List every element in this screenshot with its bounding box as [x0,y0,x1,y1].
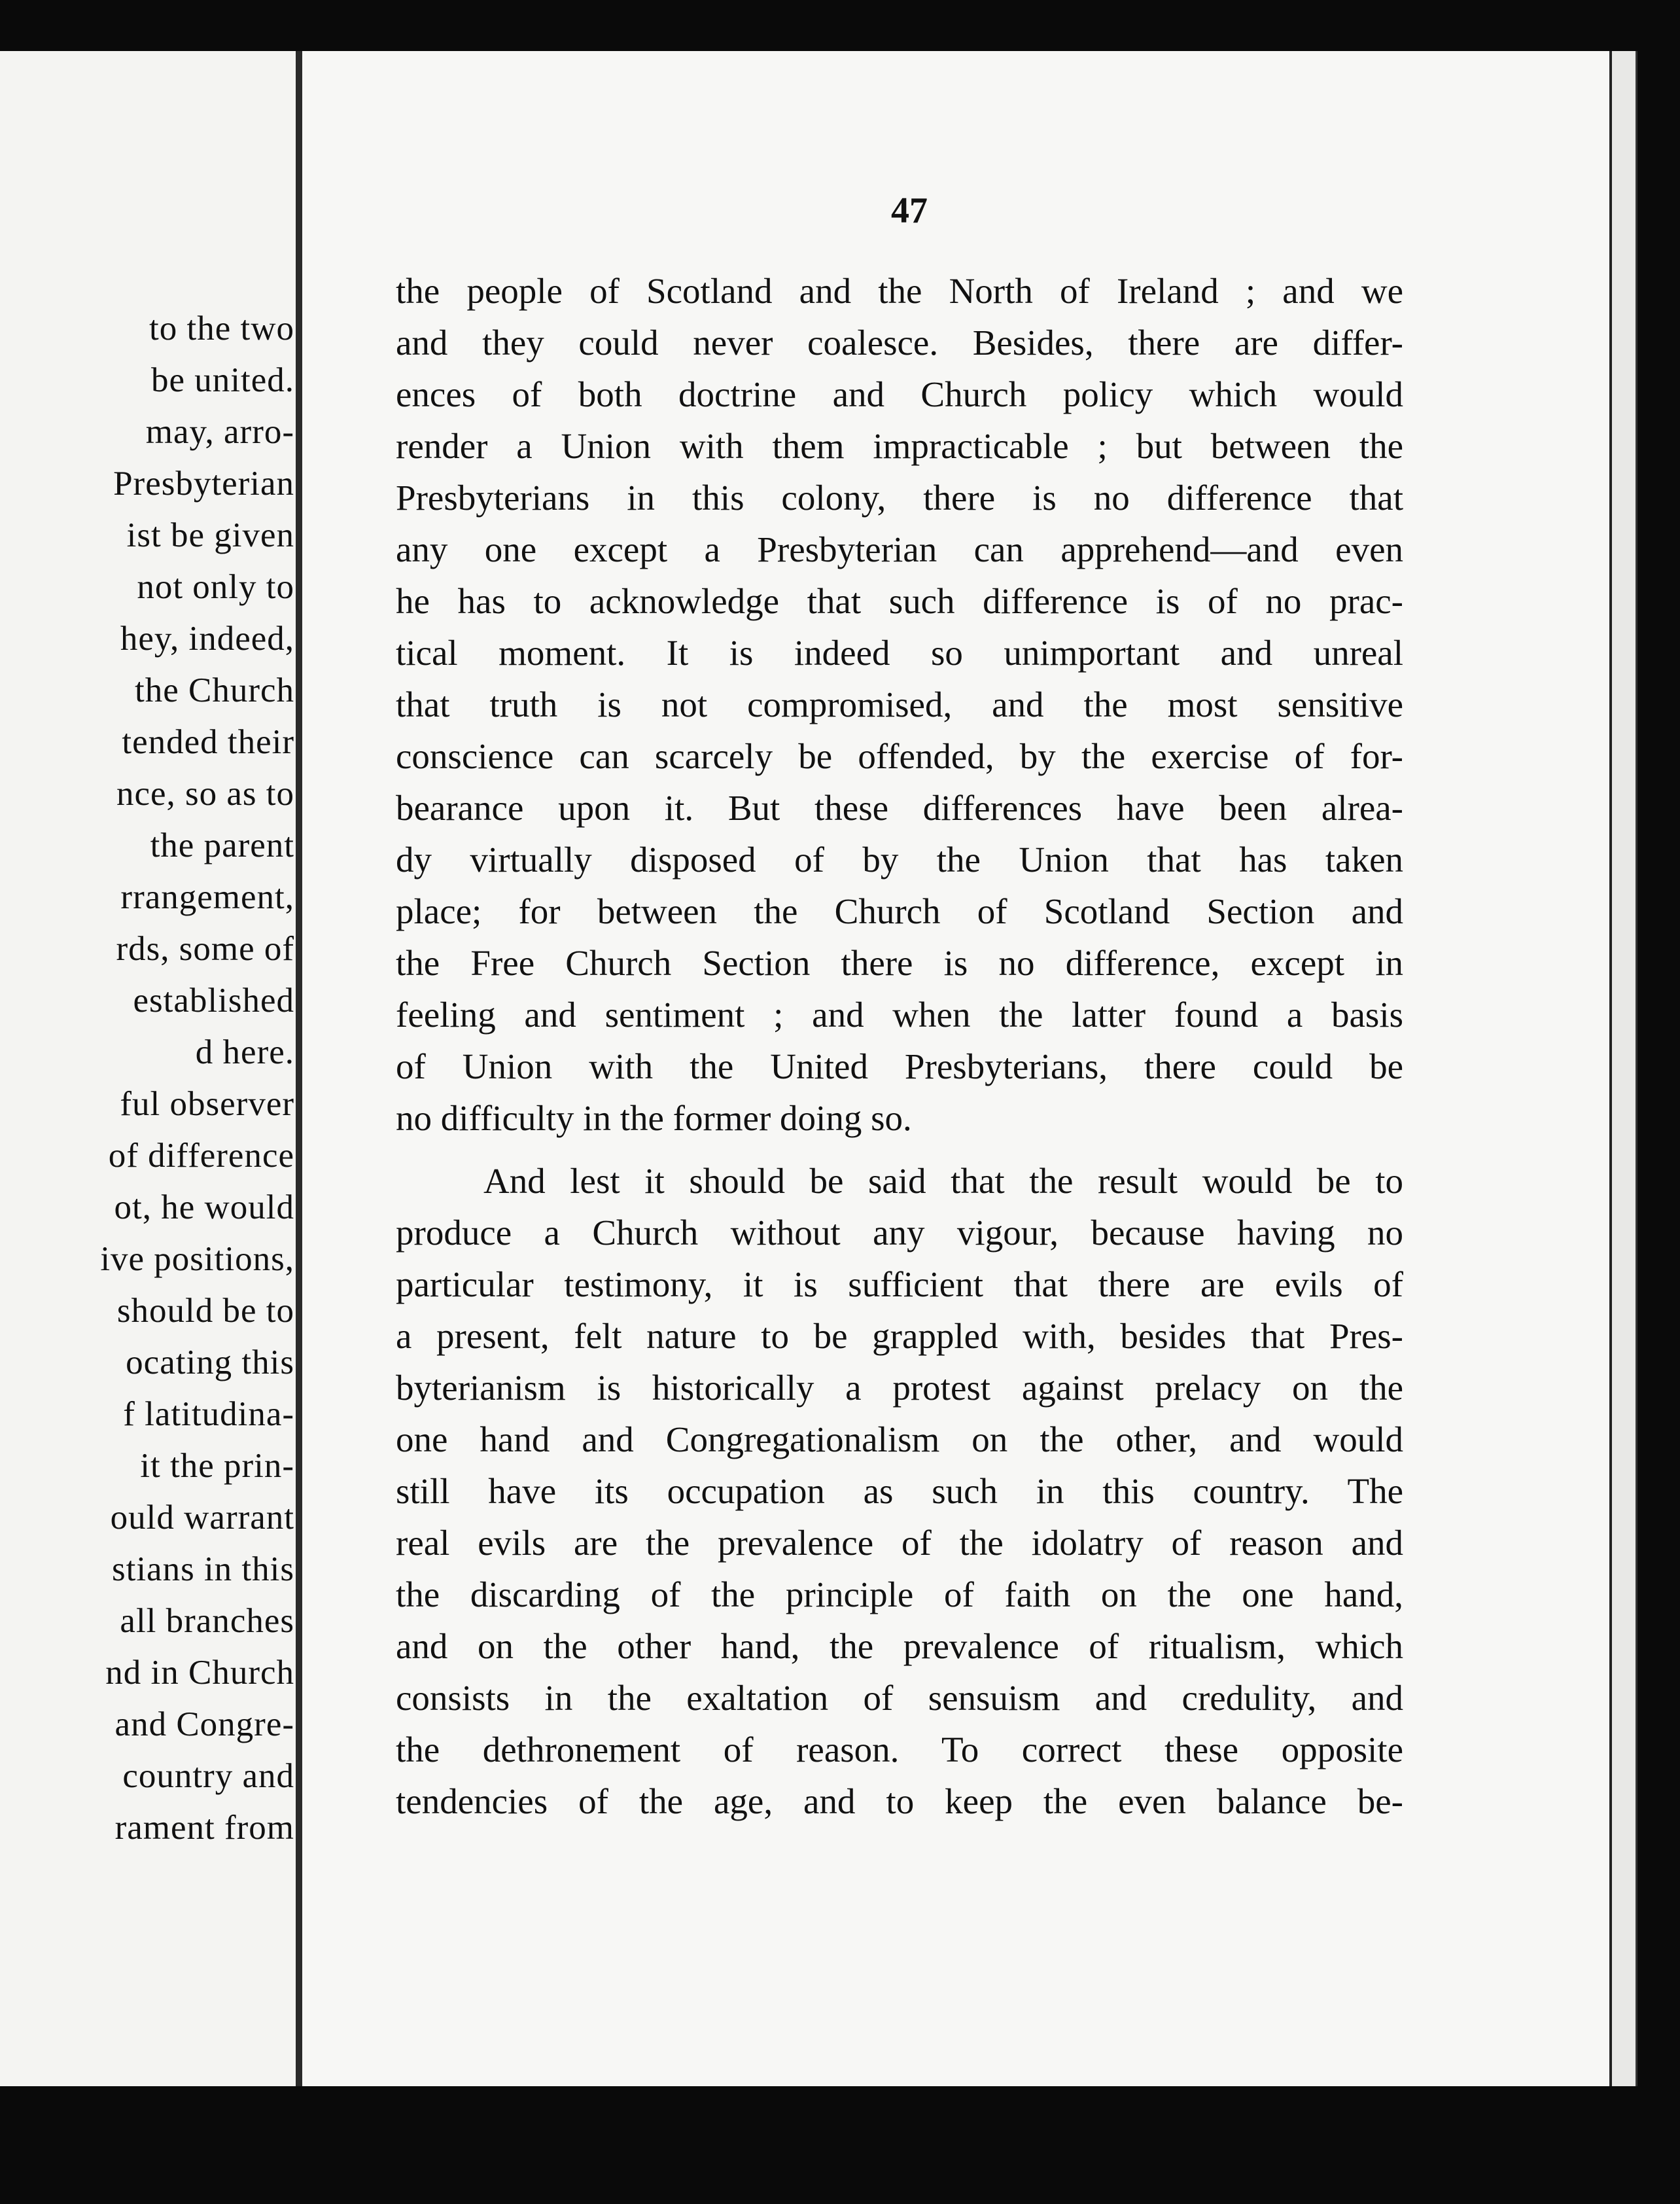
left-page-line: not only to [137,568,294,606]
text-line: dy virtually disposed of by the Union that has taken [396,840,1403,880]
left-page-line: may, arro- [145,413,294,451]
left-page-line: rament from [114,1809,294,1847]
left-page-line: ist be given [126,516,294,554]
text-line: one hand and Congregationalism on the other, and would [396,1419,1403,1459]
text-line: consists in the exaltation of sensuism and credulity, and [396,1678,1403,1718]
text-line: Presbyterians in this colony, there is no difference that [396,478,1403,518]
left-page-line: the Church [134,671,294,709]
text-line: still have its occupation as such in this country. The [396,1471,1403,1511]
page-edge [1609,51,1637,2086]
left-page-fragment [0,51,301,2086]
text-line: the discarding of the principle of faith on the one hand, [396,1574,1403,1614]
left-page-line: tended their [122,723,294,761]
text-line: the people of Scotland and the North of Ireland ; and we [396,271,1403,311]
left-page-line: ive positions, [100,1240,294,1278]
left-page-line: hey, indeed, [120,620,294,658]
text-line: feeling and sentiment ; and when the latter found a basis [396,995,1403,1035]
text-line: tical moment. It is indeed so unimportant and unreal [396,633,1403,673]
book-gutter [296,51,302,2086]
text-line: place; for between the Church of Scotland Section and [396,891,1403,931]
left-page-line: ould warrant [110,1499,294,1537]
text-line: and they could never coalesce. Besides, there are differ- [396,323,1403,363]
left-page-line: ot, he would [114,1188,294,1226]
left-page-line: it the prin- [140,1447,294,1485]
left-page-line: stians in this [111,1550,294,1588]
text-line: produce a Church without any vigour, because having no [396,1213,1403,1253]
left-page-line: Presbyterian [113,465,294,503]
left-page-line: rds, some of [116,930,294,968]
text-line: tendencies of the age, and to keep the even balance be- [396,1781,1403,1821]
left-page-line: f latitudina- [123,1395,294,1433]
left-page-line: should be to [116,1292,294,1330]
text-line: particular testimony, it is sufficient that there are evils of [396,1264,1403,1304]
text-line: the Free Church Section there is no difference, except in [396,943,1403,983]
left-page-line: rrangement, [120,878,294,916]
text-line: And lest it should be said that the result would be to [483,1161,1403,1201]
text-line: a present, felt nature to be grappled with, besides that Pres- [396,1316,1403,1356]
text-line: no difficulty in the former doing so. [396,1098,912,1138]
text-line: render a Union with them impracticable ; but between the [396,426,1403,466]
left-page-line: be united. [151,361,294,399]
left-page-line: established [133,982,294,1020]
text-line: conscience can scarcely be offended, by the exercise of for- [396,736,1403,776]
text-line: real evils are the prevalence of the idolatry of reason and [396,1523,1403,1563]
left-page-line: nce, so as to [116,775,294,813]
page-number: 47 [891,190,928,231]
text-line: ences of both doctrine and Church policy which would [396,374,1403,414]
paragraph-2 [396,1155,1403,1827]
left-page-line: the parent [150,826,294,864]
text-line: of Union with the United Presbyterians, there could be [396,1046,1403,1086]
left-page-line: and Congre- [114,1705,294,1743]
left-page-line: ful observer [120,1085,294,1123]
text-line: the dethronement of reason. To correct these opposite [396,1730,1403,1769]
text-line: byterianism is historically a protest against prelacy on the [396,1368,1403,1408]
left-page-line: d here. [195,1033,294,1071]
text-line: bearance upon it. But these differences have been alrea- [396,788,1403,828]
left-page-line: to the two [149,310,294,347]
left-page-line: all branches [120,1602,294,1640]
left-page-line: nd in Church [105,1654,294,1692]
text-line: he has to acknowledge that such difference is of no prac- [396,581,1403,621]
text-line: any one except a Presbyterian can apprehend—and even [396,529,1403,569]
left-page-line: country and [122,1757,294,1795]
text-line: that truth is not compromised, and the most sensitive [396,684,1403,724]
left-page-line: of difference [108,1137,294,1175]
paragraph-1 [396,265,1403,1144]
left-page-line: ocating this [126,1343,294,1381]
text-line: and on the other hand, the prevalence of ritualism, which [396,1626,1403,1666]
